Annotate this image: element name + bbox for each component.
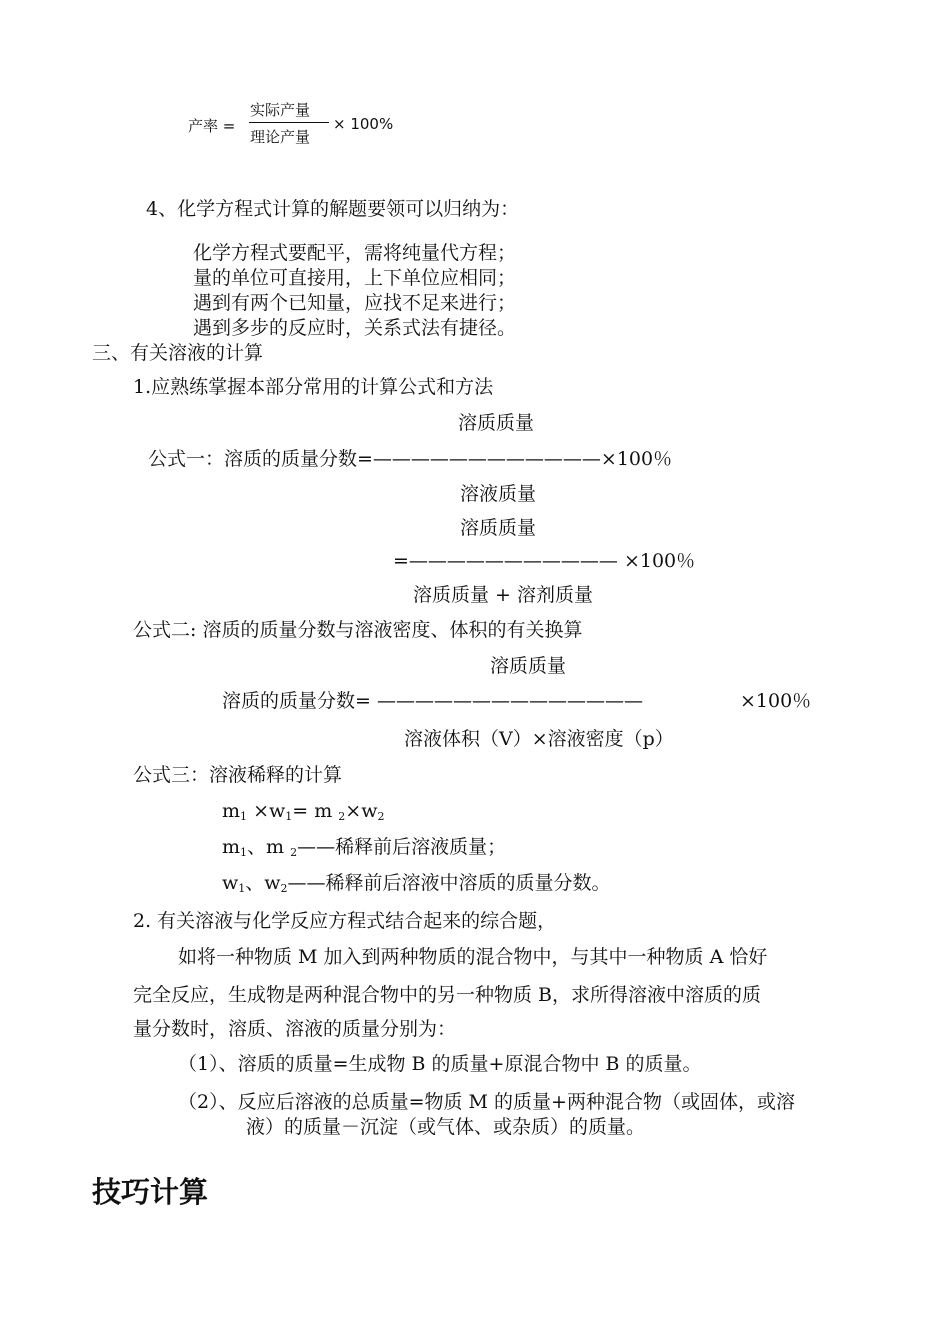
item-1: （1）、溶质的质量=生成物 B 的质量+原混合物中 B 的质量。 xyxy=(178,1053,702,1075)
eq-subscript: 2 xyxy=(338,810,346,823)
formula2-title: 公式二: 溶质的质量分数与溶液密度、体积的有关换算 xyxy=(133,619,583,641)
def-text: ——稀释前后溶液中溶质的质量分数。 xyxy=(287,872,611,894)
verse-line: 遇到有两个已知量，应找不足来进行； xyxy=(193,292,517,314)
eq-subscript: 1 xyxy=(285,810,293,823)
formula2-numerator: 溶质质量 xyxy=(490,655,567,677)
formula2-factor: ×100％ xyxy=(740,690,812,712)
def-text: 、w xyxy=(245,872,281,894)
def-text: 、m xyxy=(247,836,291,858)
eq-text: = m xyxy=(292,800,339,822)
eq-text: m xyxy=(222,800,241,822)
dilution-def-fraction xyxy=(222,871,611,901)
paragraph-line: 完全反应，生成物是两种混合物中的另一种物质 B，求所得溶液中溶质的质 xyxy=(133,984,762,1006)
eq-subscript: 2 xyxy=(377,810,385,823)
yield-formula-factor: × 100% xyxy=(333,115,394,133)
def-subscript: 2 xyxy=(290,846,298,859)
formula2-denominator: 溶液体积（V）×溶液密度（p） xyxy=(404,728,674,750)
paragraph-line: 量分数时，溶质、溶液的质量分别为： xyxy=(133,1018,457,1040)
yield-formula-lhs: 产率 = xyxy=(188,117,236,135)
dilution-equation xyxy=(222,799,384,829)
section-heading: 技巧计算 xyxy=(92,1175,209,1209)
item-2-line-1: （2）、反应后溶液的总质量=物质 M 的质量+两种混合物（或固体，或溶 xyxy=(178,1091,795,1113)
yield-formula-numerator: 实际产量 xyxy=(250,101,311,119)
yield-formula-denominator: 理论产量 xyxy=(250,128,311,146)
paragraph-line: 如将一种物质 M 加入到两种物质的混合物中，与其中一种物质 A 恰好 xyxy=(178,946,768,968)
def-subscript: 1 xyxy=(240,846,248,859)
point4-title: 4、化学方程式计算的解题要领可以归纳为： xyxy=(146,198,520,220)
section3-title: 三、有关溶液的计算 xyxy=(92,342,264,364)
verse-line: 遇到多步的反应时，关系式法有捷径。 xyxy=(193,317,517,339)
formula3-title: 公式三：溶液稀释的计算 xyxy=(133,764,343,786)
formula1-line-b: =——————————— ×100％ xyxy=(393,550,696,572)
def-subscript: 1 xyxy=(238,882,246,895)
formula1-denominator-a: 溶液质量 xyxy=(460,483,537,505)
eq-text: ×w xyxy=(247,800,286,822)
def-text: w xyxy=(222,872,239,894)
formula1-denominator-b: 溶质质量 + 溶剂质量 xyxy=(413,584,593,606)
eq-subscript: 1 xyxy=(240,810,248,823)
section3-sub1: 1.应熟练掌握本部分常用的计算公式和方法 xyxy=(133,376,494,398)
formula1-numerator-b: 溶质质量 xyxy=(460,517,537,539)
verse-line: 化学方程式要配平，需将纯量代方程； xyxy=(193,242,517,264)
verse-line: 量的单位可直接用，上下单位应相同； xyxy=(193,267,517,289)
formula2-label: 溶质的质量分数= —————————————— xyxy=(222,690,643,712)
def-text: ——稀释前后溶液质量； xyxy=(297,836,507,858)
formula1-label: 公式一：溶质的质量分数=————————————×100％ xyxy=(148,448,673,470)
def-subscript: 2 xyxy=(280,882,288,895)
dilution-def-mass xyxy=(222,835,506,865)
yield-formula-fraction-bar xyxy=(249,122,329,123)
def-text: m xyxy=(222,836,241,858)
eq-text: ×w xyxy=(345,800,378,822)
formula1-numerator-a: 溶质质量 xyxy=(458,412,535,434)
section3-sub2: 2. 有关溶液与化学反应方程式结合起来的综合题， xyxy=(133,910,557,932)
item-2-line-2: 液）的质量－沉淀（或气体、或杂质）的质量。 xyxy=(246,1116,646,1138)
